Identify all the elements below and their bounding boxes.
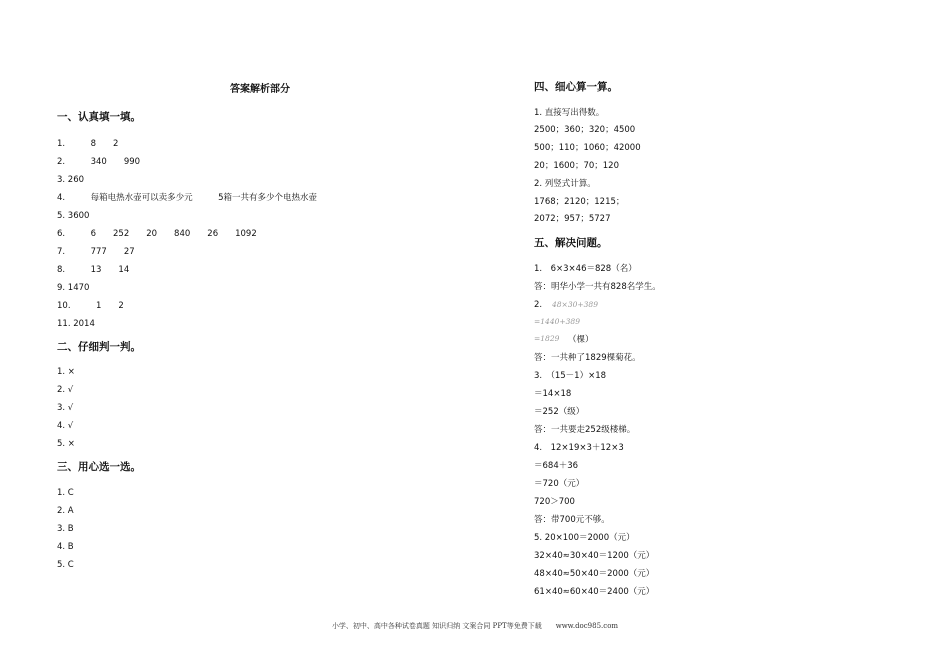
answer-line: 1. C (57, 488, 74, 498)
answer-line: ＝252（级） (534, 407, 585, 417)
answer-line: 5. C (57, 560, 74, 570)
answer-line: 2500；360；320；4500 (534, 125, 636, 135)
section-heading-judge: 二、仔细判一判。 (57, 341, 141, 353)
answer-line: 答：带700元不够。 (534, 515, 610, 525)
answer-line: 32×40≈30×40＝1200（元） (534, 551, 655, 561)
answer-line: 61×40≈60×40＝2400（元） (534, 587, 655, 597)
answer-line: 4. √ (57, 421, 74, 431)
answer-line: 5. 20×100＝2000（元） (534, 533, 635, 543)
answer-line: 10. 1 2 (57, 301, 124, 311)
answer-line: 1. 8 2 (57, 139, 119, 149)
answer-line: 500；110；1060；42000 (534, 143, 641, 153)
handwritten-calc-line: 48×30+389 (552, 300, 598, 309)
answer-line: 1. × (57, 367, 75, 377)
section-heading-choose: 三、用心选一选。 (57, 461, 141, 473)
answer-line: 5. × (57, 439, 75, 449)
answer-line: 答：明华小学一共有828名学生。 (534, 282, 661, 292)
answer-line: 720＞700 (534, 497, 575, 507)
unit-label: （棵） (568, 335, 594, 345)
handwritten-calc-line: =1829 (534, 334, 560, 343)
answer-line: 3. B (57, 524, 74, 534)
answer-line: ＝684＋36 (534, 461, 579, 471)
handwritten-calc-line: =1440+389 (534, 317, 580, 326)
page-title: 答案解析部分 (230, 84, 290, 95)
answer-line: 2. 列竖式计算。 (534, 179, 596, 189)
section-heading-fill: 一、认真填一填。 (57, 111, 141, 123)
answer-line: 8. 13 14 (57, 265, 130, 275)
answer-line: 1. 直接写出得数。 (534, 108, 605, 118)
section-heading-calc: 四、细心算一算。 (534, 81, 618, 93)
answer-line: 3. √ (57, 403, 74, 413)
answer-line: 4. 每箱电热水壶可以卖多少元 5箱一共有多少个电热水壶 (57, 193, 318, 203)
answer-line: 48×40≈50×40＝2000（元） (534, 569, 655, 579)
answer-line: 7. 777 27 (57, 247, 135, 257)
answer-line: 4. 12×19×3＋12×3 (534, 443, 624, 453)
answer-line: 3. 260 (57, 175, 85, 185)
answer-line: 答：一共要走252级楼梯。 (534, 425, 636, 435)
answer-line: 11. 2014 (57, 319, 95, 329)
answer-line: ＝14×18 (534, 389, 572, 399)
answer-line: 3. （15－1）×18 (534, 371, 607, 381)
answer-line: ＝720（元） (534, 479, 585, 489)
answer-line: 2. (534, 300, 543, 310)
answer-line: 4. B (57, 542, 74, 552)
answer-line: 2072；957；5727 (534, 214, 611, 224)
answer-line: 5. 3600 (57, 211, 90, 221)
answer-line: 6. 6 252 20 840 26 1092 (57, 229, 257, 239)
answer-line: 1768；2120；1215； (534, 197, 625, 207)
section-heading-solve: 五、解决问题。 (534, 237, 608, 249)
answer-line: 20；1600；70；120 (534, 161, 619, 171)
answer-line: 2. 340 990 (57, 157, 141, 167)
answer-line: 9. 1470 (57, 283, 90, 293)
answer-line: 答：一共种了1829棵菊花。 (534, 353, 641, 363)
page-footer: 小学、初中、高中各种试卷真题 知识归纳 文案合同 PPT等免费下载 www.doc985.com (331, 622, 619, 630)
answer-line: 2. A (57, 506, 74, 516)
answer-line: 1. 6×3×46＝828（名） (534, 264, 637, 274)
answer-line: 2. √ (57, 385, 74, 395)
